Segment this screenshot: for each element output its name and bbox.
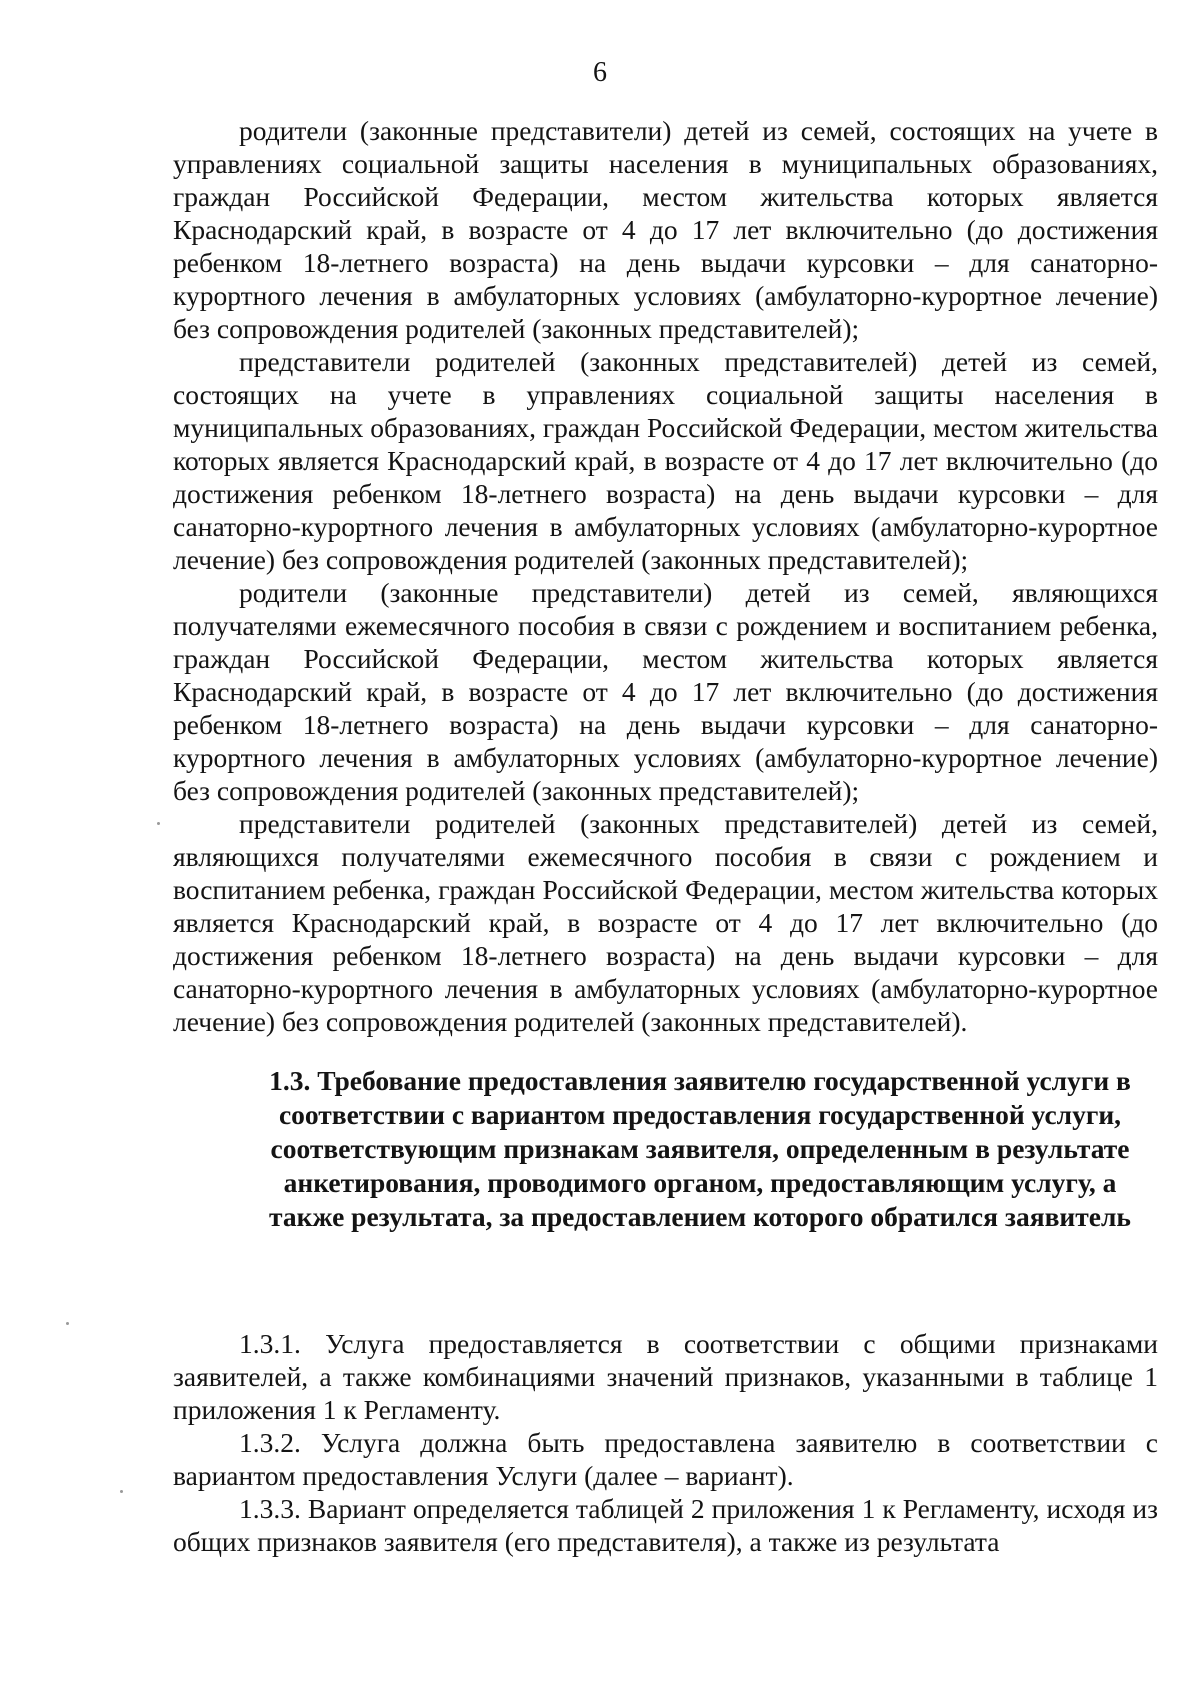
paragraph-parents-monthly-allowance: родители (законные представители) детей из семей, являющихся получателями ежемесячного пособия в связи с рождением и воспитанием ребенка, граждан Российской Федерации, местом жительства которых является Краснодарский край, в возрасте от 4 до 17 лет включительно (до достижения ребенком 18-летнего возраста) на день выдачи курсовки – для санаторно-курортного лечения в амбулаторных условиях (амбулаторно-курортное лечение) без сопровождения родителей (законных представителей); [173, 577, 1158, 806]
clause-1-3-2: 1.3.2. Услуга должна быть предоставлена заявителю в соответствии с вариантом предоставления Услуги (далее – вариант). [173, 1427, 1158, 1491]
paragraph-representatives-social-protection: представители родителей (законных представителей) детей из семей, состоящих на учете в управлениях социальной защиты населения в муниципальных образованиях, граждан Российской Федерации, местом жительства которых является Краснодарский край, в возрасте от 4 до 17 лет включительно (до достижения ребенком 18-летнего возраста) на день выдачи курсовки – для санаторно-курортного лечения в амбулаторных условиях (амбулаторно-курортное лечение) без сопровождения родителей (законных представителей); [173, 346, 1158, 575]
paragraph-representatives-monthly-allowance: представители родителей (законных представителей) детей из семей, являющихся получателями ежемесячного пособия в связи с рождением и воспитанием ребенка, граждан Российской Федерации, местом жительства которых является Краснодарский край, в возрасте от 4 до 17 лет включительно (до достижения ребенком 18-летнего возраста) на день выдачи курсовки – для санаторно-курортного лечения в амбулаторных условиях (амбулаторно-курортное лечение) без сопровождения родителей (законных представителей). [173, 808, 1158, 1037]
scan-speck [66, 1322, 69, 1325]
scan-speck [157, 822, 160, 825]
page-number: 6 [593, 57, 607, 88]
section-body [173, 1327, 1158, 1558]
section-heading: 1.3. Требование предоставления заявителю государственной услуги в соответствии с вариантом предоставления государственной услуги, соответствующим признакам заявителя, определенным в результате анкетирования, проводимого органом, предоставляющим услугу, а также результата, за предоставлением которого обратился заявитель [269, 1065, 1131, 1232]
paragraph-parents-social-protection: родители (законные представители) детей из семей, состоящих на учете в управлениях социальной защиты населения в муниципальных образованиях, граждан Российской Федерации, местом жительства которых является Краснодарский край, в возрасте от 4 до 17 лет включительно (до достижения ребенком 18-летнего возраста) на день выдачи курсовки – для санаторно-курортного лечения в амбулаторных условиях (амбулаторно-курортное лечение) без сопровождения родителей (законных представителей); [173, 115, 1158, 344]
clause-1-3-1: 1.3.1. Услуга предоставляется в соответствии с общими признаками заявителей, а также комбинациями значений признаков, указанными в таблице 1 приложения 1 к Регламенту. [173, 1328, 1158, 1425]
applicant-categories-list [173, 114, 1158, 1038]
scan-speck [120, 1490, 123, 1493]
clause-1-3-3: 1.3.3. Вариант определяется таблицей 2 приложения 1 к Регламенту, исходя из общих признаков заявителя (его представителя), а также из результата [173, 1493, 1158, 1557]
